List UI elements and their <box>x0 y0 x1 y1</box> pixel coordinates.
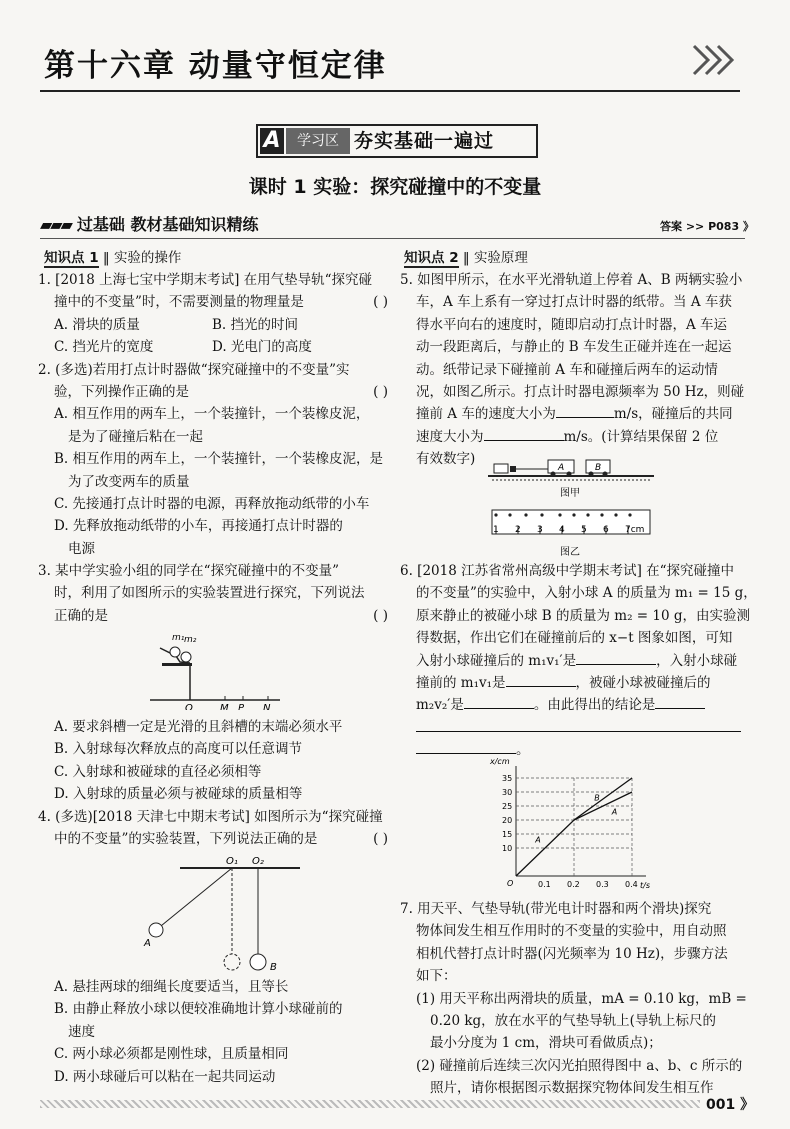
annotation-B: B <box>594 793 600 803</box>
option-cont: 是为了碰撞后粘在一起 <box>68 428 203 445</box>
knowledge-point-1: 知识点 1 ‖ 实验的操作 <box>44 246 181 268</box>
q3-line: 正确的是 ( ) <box>38 605 388 627</box>
q5-line: 得水平向右的速度时，随即启动打点计时器，A 车运 <box>416 316 728 333</box>
q3-line: 时，利用了如图所示的实验装置进行探究，下列说法 <box>54 585 365 602</box>
chapter-rule <box>40 90 740 92</box>
label-m2: m₂ <box>184 635 197 645</box>
q1-line: 1. [2018 上海七宝中学期末考试] 在用气垫导轨“探究碰 <box>38 272 373 288</box>
q5-line: 动。纸带记录下碰撞前 A 车和碰撞后两车的运动情 <box>416 361 718 378</box>
label-O: O <box>185 703 193 710</box>
answer-blank <box>655 708 705 709</box>
option: B. 入射球每次释放点的高度可以任意调节 <box>54 741 303 758</box>
kp2-label: 知识点 2 <box>404 246 459 268</box>
answer-blank <box>464 708 534 709</box>
figure-q3-apparatus <box>140 630 290 710</box>
y-tick-label: 30 <box>502 788 513 797</box>
q7-step-cont: 0.20 kg，放在水平的气垫导轨上(导轨上标尺的 <box>430 1012 716 1029</box>
zone-banner <box>256 124 538 158</box>
q5-line: 动一段距离后，与静止的 B 车发生正碰并连在一起运 <box>416 339 732 356</box>
page-number: 001 》 <box>706 1097 755 1113</box>
q2-line: 2. (多选)若用打点计时器做“探究碰撞中的不变量”实 <box>38 361 350 378</box>
x-tick-label: 0.4 <box>625 880 638 889</box>
option: C. 挡光片的宽度 <box>54 339 154 356</box>
q7-step: (1) 用天平称出两滑块的质量，mA = 0.10 kg，mB = <box>416 990 747 1007</box>
q7-line: 相机代替打点计时器(闪光频率为 10 Hz)，步骤方法 <box>416 945 728 962</box>
option: A. 滑块的质量 <box>54 316 140 333</box>
left-block-1 <box>38 269 388 627</box>
q5-line: 况，如图乙所示。打点计时器电源频率为 50 Hz，则碰 <box>416 383 745 400</box>
section-title: 过基础 教材基础知识精练 <box>76 215 259 234</box>
answer-paren: ( ) <box>373 607 388 624</box>
zone-letter: A <box>260 128 284 154</box>
q5-block <box>400 269 750 471</box>
answer-blank <box>576 664 656 665</box>
q6-block <box>400 560 757 762</box>
ruler-tick-label: 6 <box>603 525 609 535</box>
zone-title: 夯实基础一遍过 <box>354 130 495 152</box>
q6-line: m₂v₂′是 。由此得出的结论是 <box>400 694 750 716</box>
answer-paren: ( ) <box>373 830 388 847</box>
kp1-name: 实验的操作 <box>113 250 182 266</box>
q7-step-cont: 最小分度为 1 cm，滑块可看做质点)； <box>430 1035 662 1052</box>
annotation-A2: A <box>611 807 618 817</box>
ruler-tick-label: 2 <box>515 525 521 535</box>
xt-chart <box>488 754 658 898</box>
cart-b-label: B <box>595 463 602 473</box>
answer-blank <box>484 440 564 441</box>
q1-options-row <box>38 336 388 358</box>
option-cont: 速度 <box>68 1023 95 1040</box>
q6-line: 的不变量”的实验中，入射小球 A 的质量为 m₁ = 15 g， <box>416 585 757 602</box>
figure-q4-pendulums <box>140 852 310 974</box>
label-N: N <box>263 703 271 710</box>
q4-line: 4. (多选)[2018 天津七中期末考试] 如图所示为“探究碰撞 <box>38 808 383 825</box>
q6-line <box>400 717 750 739</box>
label-O1: O₁ <box>226 856 238 867</box>
chevrons-icon <box>690 42 740 78</box>
y-axis-label: x/cm <box>490 757 510 766</box>
q6-line: 6. [2018 江苏省常州高级中学期末考试] 在“探究碰撞中 <box>400 563 735 579</box>
label-B: B <box>270 962 277 973</box>
y-tick-label: 10 <box>502 844 513 853</box>
option: B. 相互作用的两车上，一个装撞针，一个装橡皮泥，是 <box>54 451 384 468</box>
q7-block <box>400 898 750 1100</box>
ruler-tick-label: 3 <box>537 525 543 535</box>
option: B. 由静止释放小球以便较准确地计算小球碰前的 <box>54 1001 343 1018</box>
q7-line: 7. 用天平、气垫导轨(带光电计时器和两个滑块)探究 <box>400 901 712 917</box>
y-tick-label: 15 <box>502 830 513 839</box>
q6-line: 得数据，作出它们在碰撞前后的 x−t 图象如图，可知 <box>416 630 733 647</box>
bars-icon: ▰▰▰ <box>40 215 71 234</box>
label-m1: m₁ <box>172 633 185 643</box>
q3-line: 3. 某中学实验小组的同学在“探究碰撞中的不变量” <box>38 563 339 580</box>
label-A: A <box>144 938 151 949</box>
lesson-title: 课时 1 实验：探究碰撞中的不变量 <box>248 176 542 198</box>
left-block-2 <box>38 716 388 850</box>
q5-line: 5. 如图甲所示，在水平光滑轨道上停着 A、B 两辆实验小 <box>400 272 743 288</box>
q6-line: 撞前的 m₁v₁是 ，被碰小球被碰撞后的 <box>416 674 711 691</box>
option: D. 先释放拖动纸带的小车，再接通打点计时器的 <box>54 518 343 535</box>
caption-yi: 图乙 <box>560 547 580 558</box>
x-tick-label: 0.1 <box>538 880 551 889</box>
option: C. 先接通打点计时器的电源，再释放拖动纸带的小车 <box>54 495 370 512</box>
kp2-name: 实验原理 <box>473 250 528 266</box>
caption-jia: 图甲 <box>560 488 580 499</box>
y-tick-label: 25 <box>502 802 513 811</box>
option: C. 入射球和被碰球的直径必须相等 <box>54 763 262 780</box>
q5-line: 车，A 车上系有一穿过打点计时器的纸带。当 A 车获 <box>416 294 732 311</box>
ruler-tick-label: 4 <box>559 525 565 535</box>
q6-line: 入射小球碰撞后的 m₁v₁′是 ，入射小球碰 <box>416 652 738 669</box>
ruler-tick-label: 5 <box>581 525 587 535</box>
y-tick-label: 35 <box>502 774 513 783</box>
cart-a-label: A <box>558 463 565 473</box>
zone-label: 学习区 <box>286 128 350 154</box>
answer-reference: 答案 >> P083 》 <box>660 220 754 233</box>
left-block-3 <box>38 976 388 1088</box>
option: D. 入射球的质量必须与被碰球的质量相等 <box>54 786 303 803</box>
option-cont: 电源 <box>68 540 95 557</box>
footer-dots <box>40 1100 700 1108</box>
option: D. 光电门的高度 <box>212 339 312 356</box>
q1-options-row <box>38 314 388 336</box>
answer-blank <box>506 686 576 687</box>
section-heading <box>40 212 259 235</box>
annotation-A: A <box>535 835 541 845</box>
label-P: P <box>238 703 245 710</box>
option: A. 悬挂两球的细绳长度要适当，且等长 <box>54 979 289 995</box>
q1-line: 撞中的不变量”时，不需要测量的物理量是 ( ) <box>38 291 388 313</box>
option: A. 要求斜槽一定是光滑的且斜槽的末端必须水平 <box>54 719 343 735</box>
q6-line: 。 <box>400 739 750 761</box>
x-axis-label: t/s <box>640 881 650 890</box>
section-divider <box>40 238 745 239</box>
label-M: M <box>220 703 229 710</box>
q2-line: 验，下列操作正确的是 ( ) <box>38 381 388 403</box>
y-tick-label: 20 <box>502 816 513 825</box>
label-O2: O₂ <box>252 856 264 867</box>
q5-line: 撞前 A 车的速度大小为 m/s，碰撞后的共同 <box>416 406 733 423</box>
answer-blank <box>556 417 614 418</box>
answer-blank <box>416 731 741 732</box>
x-tick-label: 0.2 <box>567 880 580 889</box>
knowledge-point-2: 知识点 2 ‖ 实验原理 <box>404 246 528 268</box>
q5-line: 速度大小为 m/s。(计算结果保留 2 位 <box>416 428 719 445</box>
option: C. 两小球必须都是刚性球，且质量相同 <box>54 1046 289 1063</box>
origin-label: O <box>507 879 514 888</box>
q7-step: (2) 碰撞前后连续三次闪光拍照得图中 a、b、c 所示的 <box>416 1057 743 1074</box>
kp1-label: 知识点 1 <box>44 246 99 268</box>
q7-step-cont: 照片，请你根据图示数据探究物体间发生相互作 <box>430 1080 714 1097</box>
ruler-tick-label: 7cm <box>625 525 645 535</box>
option: A. 相互作用的两车上，一个装撞针，一个装橡皮泥， <box>54 406 370 423</box>
x-tick-label: 0.3 <box>596 880 609 889</box>
option: B. 挡光的时间 <box>212 316 299 333</box>
q5-line: 有效数字) <box>416 451 476 468</box>
answer-paren: ( ) <box>373 383 388 400</box>
q4-line: 中的不变量”的实验装置，下列说法正确的是 ( ) <box>38 828 388 850</box>
figure-q5-carts <box>488 454 658 560</box>
answer-paren: ( ) <box>373 294 388 311</box>
option-cont: 为了改变两车的质量 <box>68 473 190 490</box>
q6-line: 原来静止的被碰小球 B 的质量为 m₂ = 10 g，由实验测 <box>416 607 751 624</box>
series-line-B <box>574 778 632 820</box>
q7-line: 物体间发生相互作用时的不变量的实验中，用自动照 <box>416 923 727 940</box>
option: D. 两小球碰后可以粘在一起共同运动 <box>54 1068 276 1085</box>
q7-line: 如下： <box>416 968 457 985</box>
ruler-tick-label: 1 <box>493 525 499 535</box>
chapter-title: 第十六章 动量守恒定律 <box>44 48 387 84</box>
